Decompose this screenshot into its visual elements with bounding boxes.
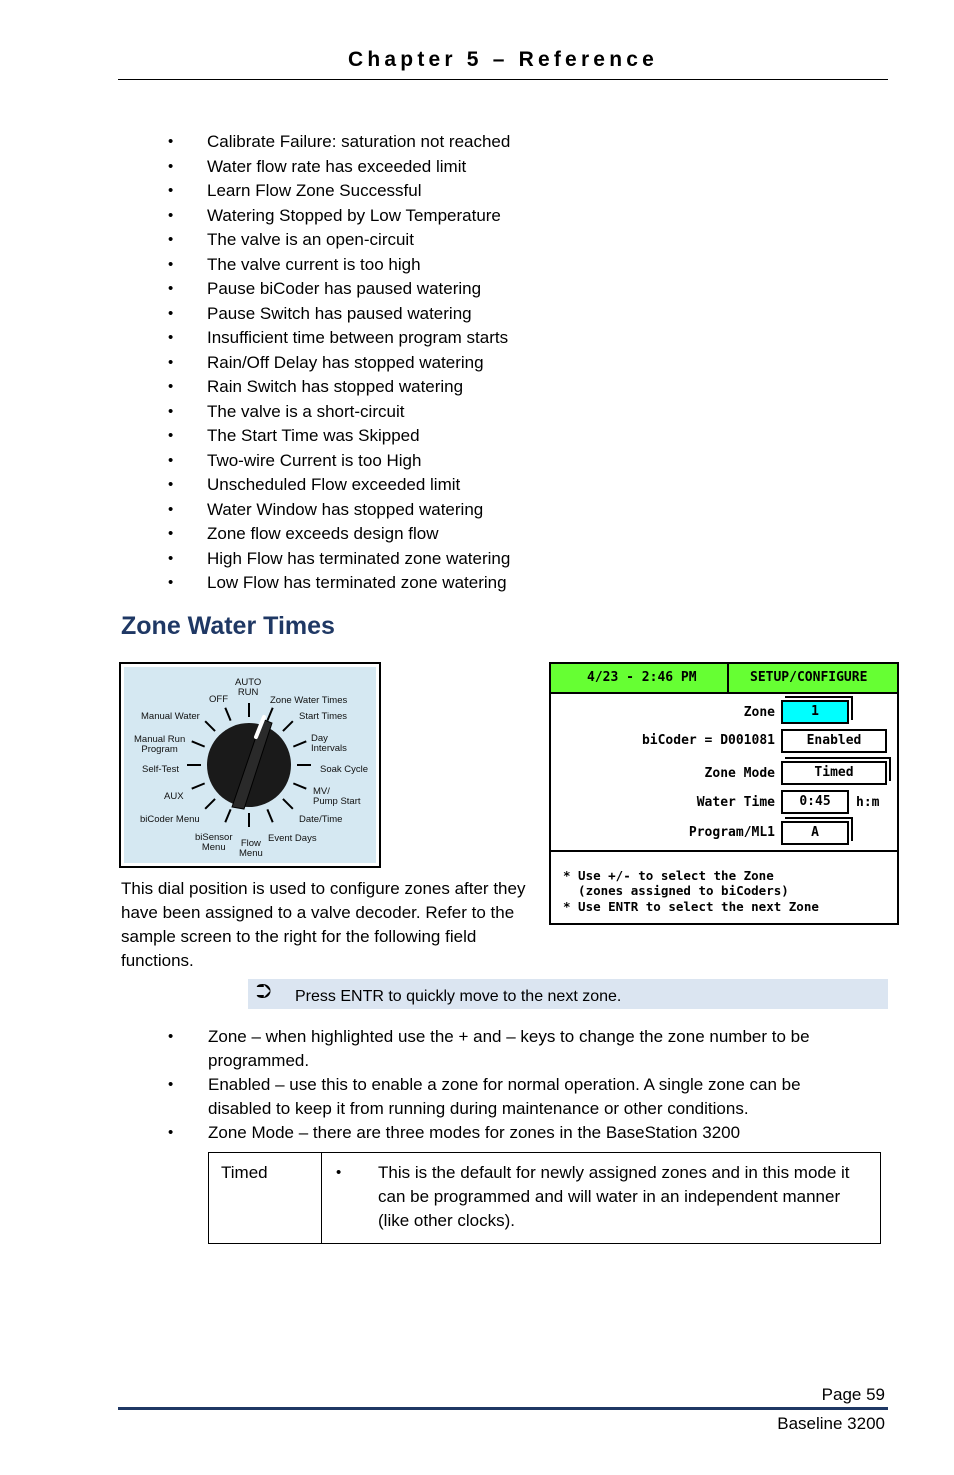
list-item xyxy=(120,302,510,327)
list-item-text: Zone Mode – there are three modes for zones in the BaseStation 3200 xyxy=(208,1123,741,1142)
title-bar-divider xyxy=(727,664,729,692)
bullet-icon: • xyxy=(168,182,174,199)
list-item xyxy=(120,473,510,498)
list-item xyxy=(120,204,510,229)
dial-tick xyxy=(283,721,293,731)
mode-description: This is the default for newly assigned zones and in this mode it can be programmed and will water in an independent manner (like other clocks). xyxy=(378,1163,850,1230)
bullet-icon: • xyxy=(336,1164,342,1181)
bicoder-enabled-field[interactable]: Enabled xyxy=(781,729,887,753)
screen-title-bar xyxy=(551,664,897,694)
controller-screen xyxy=(549,662,899,925)
screen-note-1: * Use +/- to select the Zone xyxy=(563,868,774,883)
message-list xyxy=(120,130,510,596)
program-field[interactable]: A xyxy=(781,821,849,845)
list-item-text: Pause biCoder has paused watering xyxy=(207,279,482,298)
list-item-text: Pause Switch has paused watering xyxy=(207,303,472,323)
dial-label-manual-water: Manual Water xyxy=(141,711,200,722)
tip-text: Press ENTR to quickly move to the next zone. xyxy=(295,988,622,1005)
dial-tick xyxy=(267,708,272,721)
dial-label-bicoder-menu: biCoder Menu xyxy=(140,814,200,825)
list-item-text: Two-wire Current is too High xyxy=(207,450,422,470)
list-item xyxy=(120,547,510,572)
screen-note-3: * Use ENTR to select the next Zone xyxy=(563,899,819,914)
tip-box xyxy=(248,979,888,1009)
bullet-icon: • xyxy=(168,378,174,395)
zone-field[interactable]: 1 xyxy=(781,700,849,724)
dial-label-day-intervals: Day Intervals xyxy=(311,733,347,754)
list-item xyxy=(120,449,510,474)
water-time-label: Water Time xyxy=(696,795,775,810)
list-item-text: Unscheduled Flow exceeded limit xyxy=(207,475,461,494)
water-time-unit: h:m xyxy=(856,795,880,810)
dial-figure xyxy=(119,662,381,868)
bullet-icon: • xyxy=(168,500,174,518)
dial-tick xyxy=(293,741,306,746)
bullet-icon: • xyxy=(168,1124,174,1141)
bullet-icon: • xyxy=(168,1028,174,1045)
bullet-icon: • xyxy=(168,157,174,175)
header-rule xyxy=(118,79,888,80)
list-item-text: Rain/Off Delay has stopped watering xyxy=(207,352,484,372)
screen-mode: SETUP/CONFIGURE xyxy=(750,670,868,685)
list-item xyxy=(120,400,510,425)
list-item-text: Enabled – use this to enable a zone for normal operation. A single zone can be disabled to keep it from running during maintenance or other conditions. xyxy=(208,1075,801,1118)
zone-label: Zone xyxy=(743,705,775,720)
chapter-header: Chapter 5 – Reference xyxy=(348,48,658,71)
dial-tick xyxy=(225,809,230,822)
zone-mode-table xyxy=(208,1152,881,1244)
list-item-text: Learn Flow Zone Successful xyxy=(207,181,422,200)
section-title: Zone Water Times xyxy=(121,612,335,640)
product-name: Baseline 3200 xyxy=(777,1414,885,1433)
bicoder-label: biCoder = D001081 xyxy=(641,733,775,748)
list-item-text: Watering Stopped by Low Temperature xyxy=(207,205,501,225)
dial-tick xyxy=(192,783,205,788)
list-item xyxy=(120,498,510,523)
program-label: Program/ML1 xyxy=(688,825,775,840)
bullet-icon: • xyxy=(168,427,174,444)
field-description-list xyxy=(120,1025,860,1145)
list-item-text: Zone flow exceeds design flow xyxy=(207,524,439,543)
dial-label-flow-menu: Flow Menu xyxy=(239,838,263,859)
bullet-icon: • xyxy=(168,231,174,248)
mode-name-cell: Timed xyxy=(209,1153,322,1244)
list-item xyxy=(120,155,510,180)
dial-label-zone-water-times: Zone Water Times xyxy=(270,695,348,706)
dial-label-start-times: Start Times xyxy=(299,711,348,722)
water-time-field[interactable]: 0:45 xyxy=(781,790,849,814)
dial-tick xyxy=(192,741,205,746)
dial-label-date-time: Date/Time xyxy=(299,814,343,825)
list-item xyxy=(120,277,510,302)
bullet-icon: • xyxy=(168,206,174,224)
bullet-icon: • xyxy=(168,402,174,420)
list-item xyxy=(120,522,510,547)
list-item xyxy=(120,1073,860,1121)
dial-tick xyxy=(205,799,215,809)
screen-datetime: 4/23 - 2:46 PM xyxy=(587,670,697,685)
list-item-text: Low Flow has terminated zone watering xyxy=(207,573,507,592)
footer-rule xyxy=(118,1407,888,1410)
dial-tick xyxy=(205,721,215,731)
list-item xyxy=(120,571,510,596)
dial-label-aux: AUX xyxy=(164,791,184,802)
list-item xyxy=(120,1121,860,1145)
dial-label-manual-run-program: Manual Run Program xyxy=(134,734,186,755)
list-item xyxy=(120,1025,860,1073)
list-item-text: The valve current is too high xyxy=(207,254,421,274)
bullet-icon: • xyxy=(168,255,174,273)
list-item-text: Water flow rate has exceeded limit xyxy=(207,156,467,176)
dial-label-bisensor-menu: biSensor Menu xyxy=(195,832,233,853)
bullet-icon: • xyxy=(168,280,174,297)
list-item-text: The valve is an open-circuit xyxy=(207,230,414,249)
list-item xyxy=(120,326,510,351)
bullet-icon: • xyxy=(168,574,174,591)
dial-tick xyxy=(293,783,306,788)
dial-label-auto-run: AUTO RUN xyxy=(235,677,262,698)
list-item xyxy=(120,351,510,376)
bullet-icon: • xyxy=(168,133,174,150)
list-item xyxy=(120,130,510,155)
zone-mode-field[interactable]: Timed xyxy=(781,761,887,785)
dial-label-event-days: Event Days xyxy=(268,833,317,844)
list-item xyxy=(120,424,510,449)
dial-label-self-test: Self-Test xyxy=(142,764,179,775)
dial-tick xyxy=(225,708,230,721)
arrow-icon: ⮊ xyxy=(256,981,272,1003)
screen-note-2: (zones assigned to biCoders) xyxy=(563,883,789,898)
mode-description-cell xyxy=(322,1153,881,1244)
dial-label-soak-cycle: Soak Cycle xyxy=(320,764,369,775)
dial-tick xyxy=(283,799,293,809)
list-item xyxy=(120,253,510,278)
list-item xyxy=(120,228,510,253)
list-item-text: Rain Switch has stopped watering xyxy=(207,377,464,396)
bullet-icon: • xyxy=(168,549,174,567)
zone-mode-label: Zone Mode xyxy=(704,766,775,781)
bullet-icon: • xyxy=(168,451,174,469)
dial-caption: This dial position is used to configure zones after they have been assigned to a valve decoder. Refer to the sample screen to the right for the following field functions. xyxy=(121,879,526,970)
screen-separator xyxy=(551,850,897,852)
bullet-icon: • xyxy=(168,353,174,371)
list-item-text: Water Window has stopped watering xyxy=(207,499,484,519)
page-number: Page 59 xyxy=(821,1385,885,1404)
list-item xyxy=(120,375,510,400)
dial-tick xyxy=(267,809,272,822)
list-item-text: Calibrate Failure: saturation not reached xyxy=(207,132,511,151)
bullet-icon: • xyxy=(168,476,174,493)
bullet-icon: • xyxy=(168,304,174,322)
bullet-icon: • xyxy=(168,329,174,346)
table-row xyxy=(209,1153,881,1244)
list-item-text: Insufficient time between program starts xyxy=(207,328,509,347)
dial-label-off: OFF xyxy=(209,694,228,705)
list-item xyxy=(120,179,510,204)
list-item-text: High Flow has terminated zone watering xyxy=(207,548,511,568)
list-item-text: The Start Time was Skipped xyxy=(207,426,420,445)
dial-label-mv-pump-start: MV/ Pump Start xyxy=(313,786,361,807)
bullet-icon: • xyxy=(168,1076,174,1093)
list-item-text: The valve is a short-circuit xyxy=(207,401,405,421)
bullet-icon: • xyxy=(168,525,174,542)
list-item-text: Zone – when highlighted use the + and – keys to change the zone number to be programmed. xyxy=(208,1027,810,1070)
